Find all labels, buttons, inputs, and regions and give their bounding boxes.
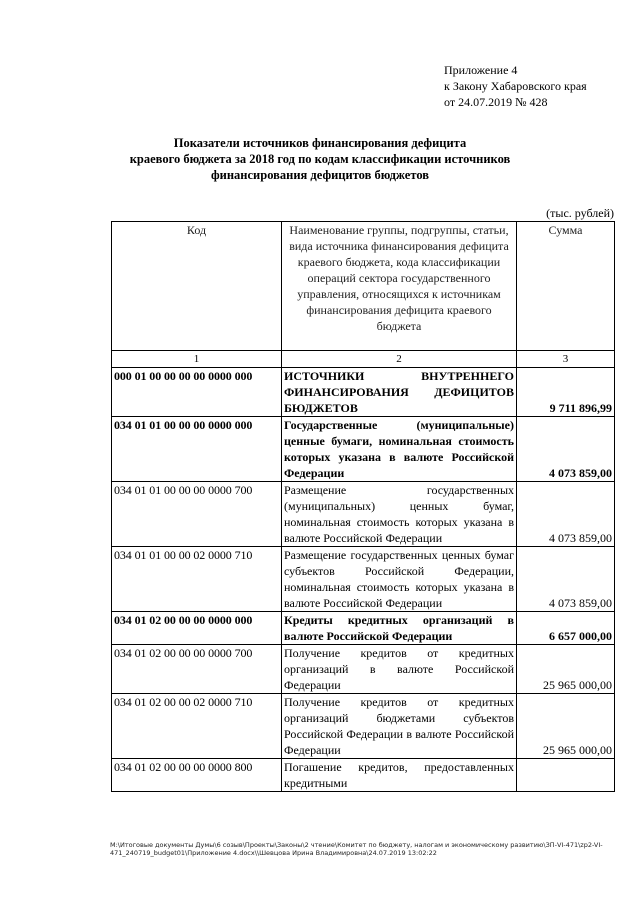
table-row [112, 547, 615, 612]
row-name: Получение кредитов от кредитных организаций бюджетами субъектов Российской Федерации в валюте Российской Федерации [282, 694, 517, 759]
table-row [112, 694, 615, 759]
header-name: Наименование группы, подгруппы, статьи, вида источника финансирования дефицита краевого бюджета, кода классификации операций сектора государственного управления, относящихся к источникам финансирования дефицита краевого бюджета [282, 222, 517, 351]
header-sum: Сумма [517, 222, 615, 351]
column-number-2: 2 [282, 351, 517, 368]
row-sum: 9 711 896,99 [517, 368, 615, 417]
annex-line-3: от 24.07.2019 № 428 [444, 95, 548, 109]
table-row [112, 612, 615, 645]
row-sum: 25 965 000,00 [517, 694, 615, 759]
row-code: 034 01 02 00 00 02 0000 710 [112, 694, 282, 759]
row-name: Размещение государственных (муниципальных) ценных бумаг, номинальная стоимость которых указана в валюте Российской Федерации [282, 482, 517, 547]
row-sum: 4 073 859,00 [517, 547, 615, 612]
row-code: 034 01 01 00 00 02 0000 710 [112, 547, 282, 612]
row-code: 034 01 02 00 00 00 0000 000 [112, 612, 282, 645]
row-code: 034 01 01 00 00 00 0000 700 [112, 482, 282, 547]
annex-line-2: к Закону Хабаровского края [444, 79, 587, 93]
row-code: 034 01 01 00 00 00 0000 000 [112, 417, 282, 482]
table-row [112, 417, 615, 482]
row-sum: 4 073 859,00 [517, 417, 615, 482]
column-number-3: 3 [517, 351, 615, 368]
title-line-1: Показатели источников финансирования дефицита [173, 136, 467, 150]
sources-table [111, 221, 615, 792]
table-row [112, 368, 615, 417]
units-label: (тыс. рублей) [546, 206, 614, 220]
row-sum [517, 759, 615, 792]
column-number-row [112, 351, 615, 368]
row-name: Государственные (муниципальные) ценные бумаги, номинальная стоимость которых указана в валюте Российской Федерации [282, 417, 517, 482]
column-number-1: 1 [112, 351, 282, 368]
row-name: ИСТОЧНИКИ ВНУТРЕННЕГО ФИНАНСИРОВАНИЯ ДЕФИЦИТОВ БЮДЖЕТОВ [282, 368, 517, 417]
table-row [112, 482, 615, 547]
title-line-3: финансирования дефицитов бюджетов [210, 168, 430, 182]
table-row [112, 759, 615, 792]
row-sum: 4 073 859,00 [517, 482, 615, 547]
row-name: Получение кредитов от кредитных организаций в валюте Российской Федерации [282, 645, 517, 694]
file-path-footer [110, 841, 620, 857]
row-name: Размещение государственных ценных бумаг субъектов Российской Федерации, номинальная стоимость которых указана в валюте Российской Федерации [282, 547, 517, 612]
header-code: Код [112, 222, 282, 351]
row-name: Кредиты кредитных организаций в валюте Российской Федерации [282, 612, 517, 645]
row-sum: 25 965 000,00 [517, 645, 615, 694]
row-sum: 6 657 000,00 [517, 612, 615, 645]
row-code: 034 01 02 00 00 00 0000 700 [112, 645, 282, 694]
annex-block [444, 62, 587, 110]
title-line-2: краевого бюджета за 2018 год по кодам классификации источников [129, 152, 511, 166]
footer-line-2: 471_240719_budget01\Приложение 4.docx\\Шевцова Ирина Владимировна\24.07.2019 13:02:22 [110, 849, 437, 857]
table-row [112, 645, 615, 694]
annex-line-1: Приложение 4 [444, 63, 518, 77]
row-code: 034 01 02 00 00 00 0000 800 [112, 759, 282, 792]
table-header-row [112, 222, 615, 351]
document-title [110, 135, 530, 183]
footer-line-1: M:\Итоговые документы Думы\6 созыв\Проекты\Законы\2 чтение\Комитет по бюджету, налогам и экономическому развитию\ЗП-VI-471\zp2-VI- [110, 841, 603, 849]
row-name: Погашение кредитов, предоставленных кредитными [282, 759, 517, 792]
row-code: 000 01 00 00 00 00 0000 000 [112, 368, 282, 417]
